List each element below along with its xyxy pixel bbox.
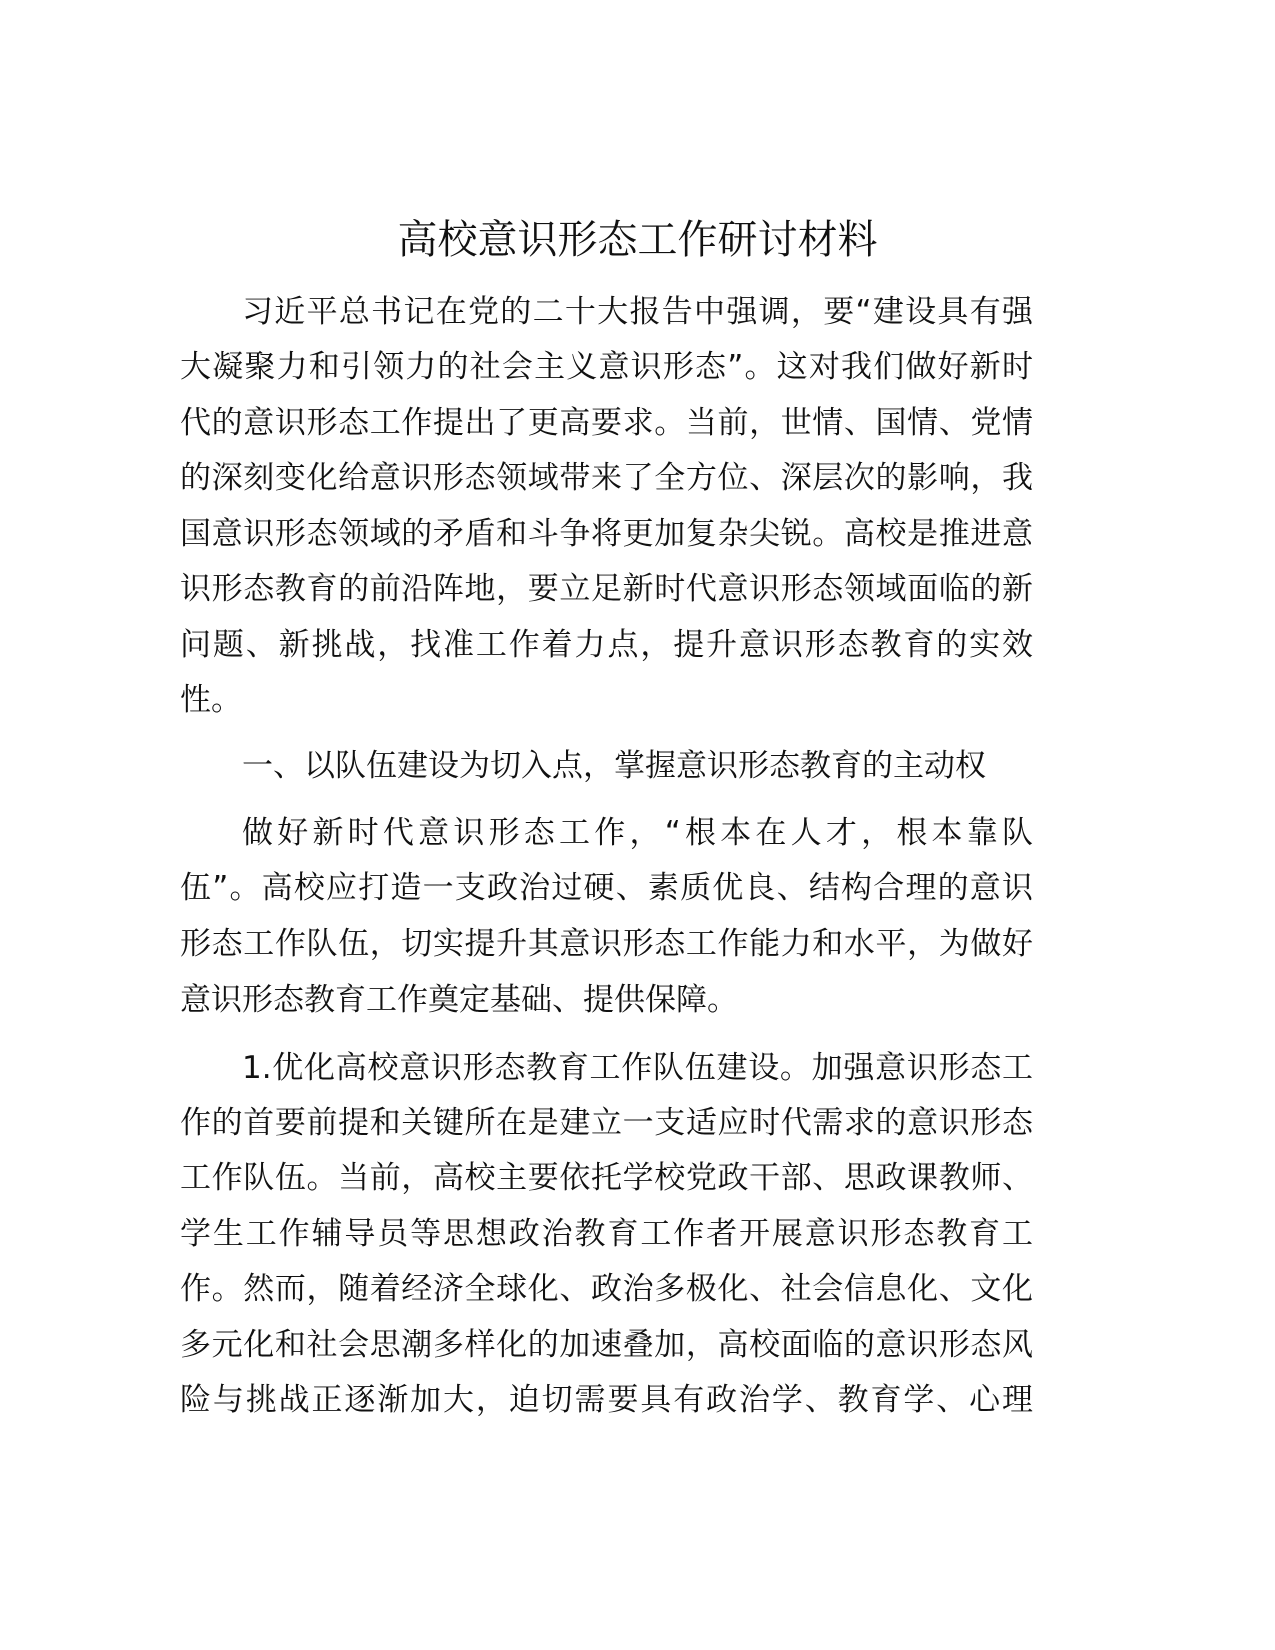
text-line: 形态工作队伍，切实提升其意识形态工作能力和水平，为做好 bbox=[180, 926, 1033, 962]
text-line: 意识形态教育工作奠定基础、提供保障。 bbox=[180, 982, 738, 1018]
text-line: 多元化和社会思潮多样化的加速叠加，高校面临的意识形态风 bbox=[180, 1327, 1033, 1363]
text-line: 的深刻变化给意识形态领域带来了全方位、深层次的影响，我 bbox=[180, 460, 1033, 496]
text-line: 习近平总书记在党的二十大报告中强调，要“建设具有强 bbox=[242, 294, 1033, 330]
text-line: 工作队伍。当前，高校主要依托学校党政干部、思政课教师、 bbox=[180, 1160, 1033, 1196]
text-line: 国意识形态领域的矛盾和斗争将更加复杂尖锐。高校是推进意 bbox=[180, 516, 1033, 552]
text-line: 代的意识形态工作提出了更高要求。当前，世情、国情、党情 bbox=[180, 405, 1033, 441]
heading-line: 一、以队伍建设为切入点，掌握意识形态教育的主动权 bbox=[242, 748, 986, 784]
text-line: 性。 bbox=[180, 682, 242, 718]
text-line: 问题、新挑战，找准工作着力点，提升意识形态教育的实效 bbox=[180, 627, 1033, 663]
text-line: 做好新时代意识形态工作，“根本在人才，根本靠队 bbox=[242, 815, 1033, 851]
text-line: 学生工作辅导员等思想政治教育工作者开展意识形态教育工 bbox=[180, 1216, 1033, 1252]
text-line: 作。然而，随着经济全球化、政治多极化、社会信息化、文化 bbox=[180, 1271, 1033, 1307]
text-line: 作的首要前提和关键所在是建立一支适应时代需求的意识形态 bbox=[180, 1105, 1033, 1141]
text-line: 1.优化高校意识形态教育工作队伍建设。加强意识形态工 bbox=[242, 1050, 1033, 1086]
document-title: 高校意识形态工作研讨材料 bbox=[397, 217, 878, 263]
text-line: 识形态教育的前沿阵地，要立足新时代意识形态领域面临的新 bbox=[180, 571, 1033, 607]
text-line: 大凝聚力和引领力的社会主义意识形态”。这对我们做好新时 bbox=[180, 349, 1033, 385]
text-line: 险与挑战正逐渐加大，迫切需要具有政治学、教育学、心理 bbox=[180, 1382, 1033, 1418]
text-line: 伍”。高校应打造一支政治过硬、素质优良、结构合理的意识 bbox=[180, 870, 1033, 906]
